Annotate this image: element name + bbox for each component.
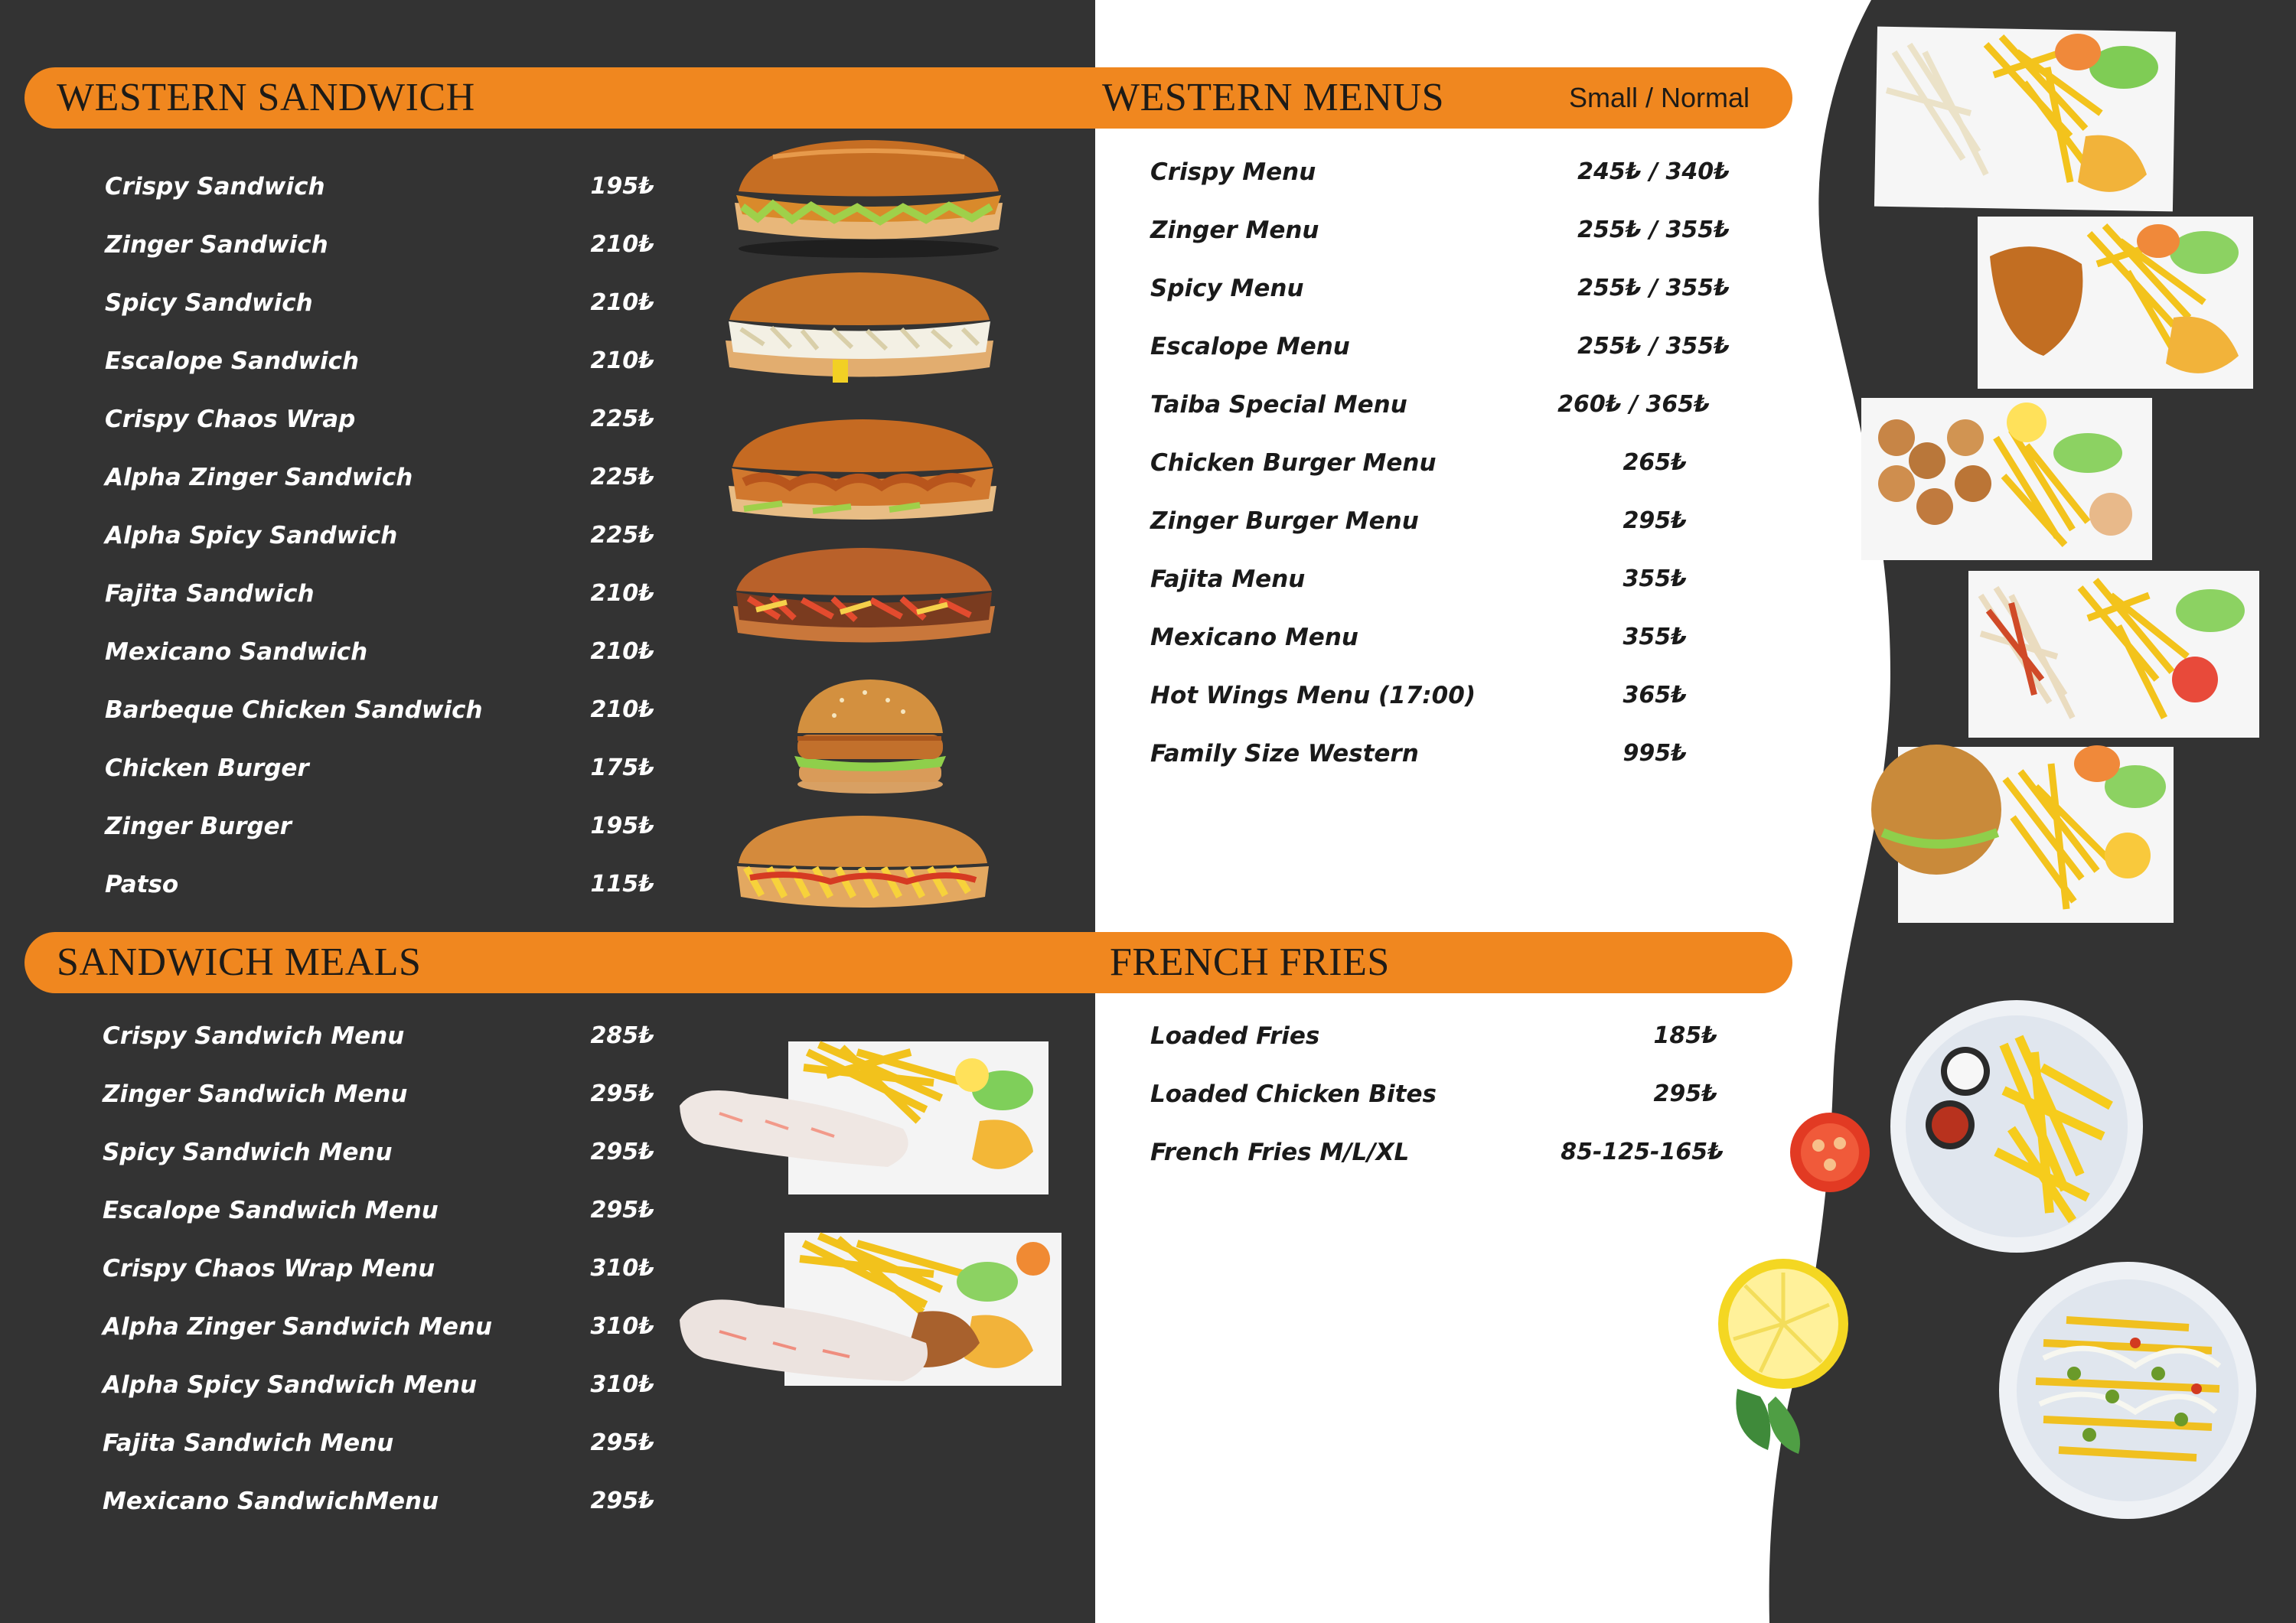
lemon-slice: [1714, 1251, 1852, 1458]
zinger-sandwich-photo: [718, 268, 1001, 394]
menu-item-price: 225₺: [590, 464, 654, 490]
menu-item-name: Fajita Sandwich: [105, 580, 315, 608]
menu-item-price: 285₺: [590, 1022, 654, 1049]
crispy-sandwich-photo: [727, 134, 1010, 260]
menu-item-price: 210₺: [590, 231, 654, 258]
menu-item-price: 210₺: [590, 347, 654, 374]
menu-item-price: 85-125-165₺: [1561, 1139, 1724, 1165]
menu-item-price: 295₺: [1653, 1080, 1717, 1107]
menu-item-price: 295₺: [590, 1488, 654, 1514]
menu-item-price: 245₺ / 340₺: [1577, 158, 1730, 185]
menu-item-name: Mexicano SandwichMenu: [103, 1488, 439, 1515]
menu-item-name: Spicy Sandwich Menu: [103, 1139, 393, 1166]
menu-item-name: Crispy Chaos Wrap Menu: [103, 1255, 435, 1282]
menu-item-name: Crispy Sandwich Menu: [103, 1022, 405, 1050]
menu-item-price: 310₺: [590, 1313, 654, 1340]
menu-item-name: Mexicano Menu: [1150, 624, 1358, 651]
menu-item-price: 175₺: [590, 754, 654, 781]
menu-item-name: Escalope Menu: [1150, 333, 1350, 360]
menu-item-name: Family Size Western: [1150, 740, 1419, 768]
menu-item-name: Alpha Zinger Sandwich: [105, 464, 413, 491]
size-label: Small / Normal: [1569, 82, 1750, 113]
menu-item-name: Loaded Chicken Bites: [1150, 1080, 1437, 1108]
menu-item-price: 355₺: [1623, 565, 1687, 592]
menu-item-price: 115₺: [590, 871, 654, 898]
menu-item-name: Zinger Burger Menu: [1150, 507, 1419, 535]
menu-item-price: 225₺: [590, 406, 654, 432]
menu-item-name: Zinger Burger: [105, 813, 292, 840]
french-fries-title: FRENCH FRIES: [1110, 940, 1390, 984]
chicken-bites-menu-photo: [1858, 392, 2157, 564]
menu-item-price: 255₺ / 355₺: [1577, 217, 1730, 243]
menu-item-price: 260₺ / 365₺: [1557, 391, 1710, 418]
tomato-slice: [1788, 1111, 1872, 1194]
menu-item-price: 995₺: [1623, 740, 1687, 767]
menu-item-name: Taiba Special Menu: [1150, 391, 1407, 419]
menu-item-price: 195₺: [590, 813, 654, 839]
menu-item-price: 365₺: [1623, 682, 1687, 709]
menu-item-name: Patso: [105, 871, 179, 898]
menu-item-name: Fajita Menu: [1150, 565, 1306, 593]
menu-item-price: 295₺: [590, 1139, 654, 1165]
menu-item-name: Spicy Menu: [1150, 275, 1304, 302]
menu-item-price: 185₺: [1653, 1022, 1717, 1049]
menu-item-price: 225₺: [590, 522, 654, 549]
menu-item-name: Mexicano Sandwich: [105, 638, 368, 666]
sandwich-meals-title: SANDWICH MEALS: [57, 940, 422, 984]
menu-item-name: Zinger Sandwich: [105, 231, 328, 259]
menu-item-name: Spicy Sandwich: [105, 289, 313, 317]
fajita-sandwich-photo: [726, 545, 1003, 656]
menu-item-name: Chicken Burger: [105, 754, 309, 782]
menu-item-name: Escalope Sandwich Menu: [103, 1197, 439, 1224]
menu-item-name: Alpha Zinger Sandwich Menu: [103, 1313, 493, 1341]
menu-item-price: 310₺: [590, 1255, 654, 1282]
chicken-burger-photo: [788, 673, 953, 796]
spicy-sandwich-photo: [721, 413, 1004, 536]
loaded-fries-photo: [1998, 1259, 2258, 1523]
menu-item-price: 295₺: [590, 1080, 654, 1107]
menu-item-price: 210₺: [590, 580, 654, 607]
fries-plate-photo: [1889, 999, 2145, 1255]
menu-item-name: Barbeque Chicken Sandwich: [105, 696, 483, 724]
western-menus-title: WESTERN MENUS: [1102, 76, 1445, 119]
menu-item-price: 355₺: [1623, 624, 1687, 650]
menu-item-price: 310₺: [590, 1371, 654, 1398]
menu-item-name: Loaded Fries: [1150, 1022, 1320, 1050]
wrap-meal-photo-2: [673, 1228, 1071, 1400]
zinger-menu-photo: [1975, 210, 2258, 394]
menu-item-price: 255₺ / 355₺: [1577, 333, 1730, 360]
crispy-menu-photo: [1871, 21, 2177, 213]
menu-item-price: 195₺: [590, 173, 654, 200]
western-sandwich-title: WESTERN SANDWICH: [57, 76, 475, 119]
menu-item-name: Zinger Sandwich Menu: [103, 1080, 408, 1108]
menu-item-name: Alpha Spicy Sandwich: [105, 522, 398, 549]
menu-item-name: Hot Wings Menu (17:00): [1150, 682, 1476, 709]
menu-item-name: Fajita Sandwich Menu: [103, 1429, 394, 1457]
menu-item-name: Crispy Menu: [1150, 158, 1316, 186]
menu-item-price: 295₺: [590, 1197, 654, 1224]
wrap-meal-photo-1: [673, 1037, 1056, 1201]
fajita-menu-photo: [1965, 565, 2264, 741]
menu-item-price: 295₺: [1623, 507, 1687, 534]
menu-item-name: Crispy Chaos Wrap: [105, 406, 356, 433]
menu-item-name: Crispy Sandwich: [105, 173, 325, 200]
menu-item-name: Zinger Menu: [1150, 217, 1319, 244]
menu-item-name: Chicken Burger Menu: [1150, 449, 1437, 477]
menu-item-price: 295₺: [590, 1429, 654, 1456]
burger-menu-photo: [1867, 733, 2181, 928]
menu-item-price: 255₺ / 355₺: [1577, 275, 1730, 301]
menu-item-price: 210₺: [590, 696, 654, 723]
menu-item-price: 265₺: [1623, 449, 1687, 476]
menu-item-name: Escalope Sandwich: [105, 347, 360, 375]
menu-item-name: French Fries M/L/XL: [1150, 1139, 1410, 1166]
menu-item-name: Alpha Spicy Sandwich Menu: [103, 1371, 478, 1399]
menu-item-price: 210₺: [590, 289, 654, 316]
patso-photo: [731, 813, 995, 920]
menu-item-price: 210₺: [590, 638, 654, 665]
